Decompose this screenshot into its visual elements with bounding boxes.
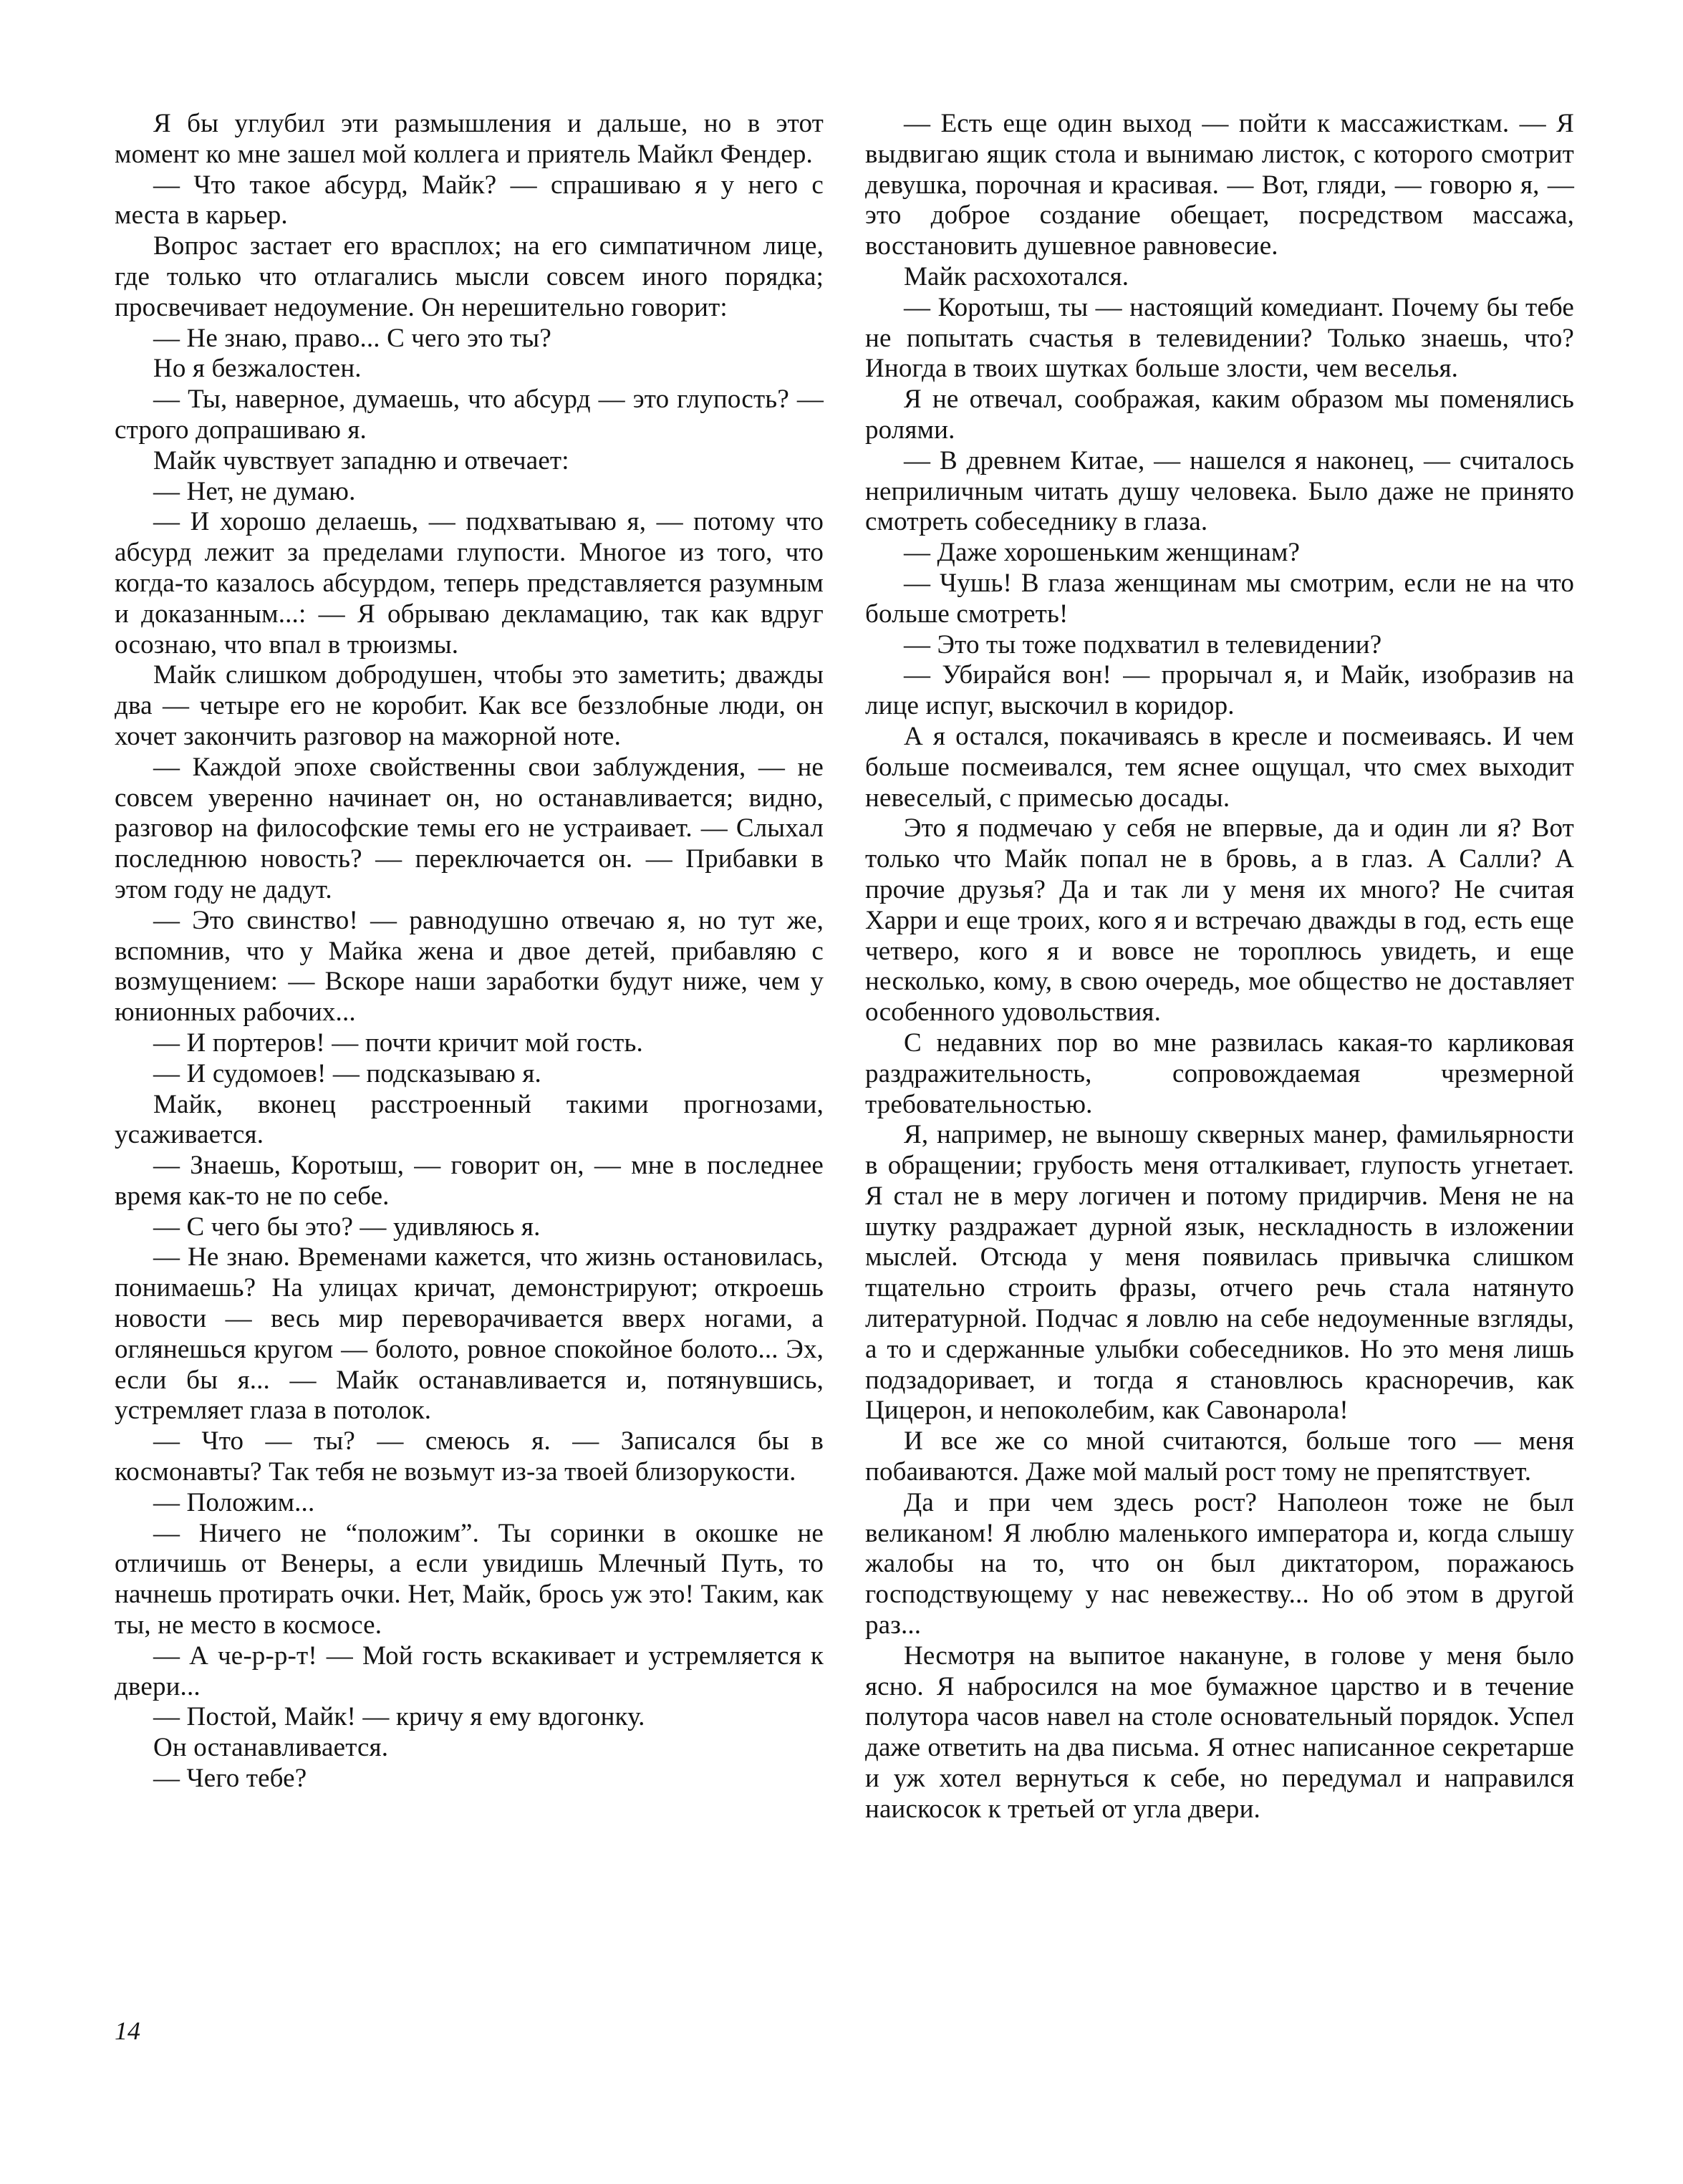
paragraph: Это я подмечаю у себя не впервые, да и один ли я? Вот только что Майк попал не в бровь, а в глаз. А Салли? А прочие друзья? Да и так ли у меня их много? Не считая Харри и еще троих, кого я и встречаю дважды в год, есть еще четверо, кого я и вовсе не тороплюсь увидеть, и еще несколько, кому, в свою очередь, мое общество не доставляет особенного удовольствия. [865,813,1574,1028]
paragraph: Да и при чем здесь рост? Наполеон тоже не был великаном! Я люблю маленького императора и, когда слышу жалобы на то, что он был диктатором, поражаюсь господствующему у нас невежеству... Но об этом в другой раз... [865,1487,1574,1641]
paragraph: — Это ты тоже подхватил в телевидении? [904,629,1382,659]
paragraph: Майк слишком добродушен, чтобы это заметить; дважды два — четыре его не коробит. Как все беззлобные люди, он хочет закончить разговор на мажорной ноте. [115,660,824,751]
paragraph: — Ничего не “положим”. Ты соринки в окошке не отличишь от Венеры, а если увидишь Млечный Путь, то начнешь протирать очки. Нет, Майк, брось уж это! Таким, как ты, не место в космосе. [115,1518,824,1641]
left-column [115,109,824,1794]
paragraph: Майк расхохотался. [904,261,1129,291]
paragraph: — Чушь! В глаза женщинам мы смотрим, если не на что больше смотреть! [865,568,1574,629]
paragraph: И все же со мной считаются, больше того — меня побаиваются. Даже мой малый рост тому не препятствует. [865,1426,1574,1487]
paragraph: — Даже хорошеньким женщинам? [904,538,1301,568]
paragraph: — Не знаю, право... С чего это ты? [153,323,551,353]
paragraph: — Что такое абсурд, Майк? — спрашиваю я у него с места в карьер. [115,170,824,231]
paragraph: Несмотря на выпитое накануне, в голове у меня было ясно. Я набросился на мое бумажное царство и в течение полутора часов навел на столе основательный порядок. Успел даже ответить на два письма. Я отнес написанное секретарше и уж хотел вернуться к себе, но передумал и направился наискосок к третьей от угла двери. [865,1641,1574,1824]
paragraph: С недавних пор во мне развилась какая-то карликовая раздражительность, сопровождаемая чрезмерной требовательностью. [865,1028,1574,1119]
paragraph: Майк, вконец расстроенный такими прогнозами, усаживается. [115,1089,824,1150]
paragraph: — И хорошо делаешь, — подхватываю я, — потому что абсурд лежит за пределами глупости. Многое из того, что когда-то казалось абсурдом, теперь представляется разумным и доказанным...: — Я обрываю декламацию, так как вдруг осознаю, что впал в трюизмы. [115,507,824,659]
paragraph: Но я безжалостен. [153,354,362,384]
paragraph: Я бы углубил эти размышления и дальше, но в этот момент ко мне зашел мой коллега и приятель Майкл Фендер. [115,109,824,169]
paragraph: Он останавливается. [153,1733,389,1763]
paragraph: — Чего тебе? [153,1764,307,1794]
paragraph: — Постой, Майк! — кричу я ему вдогонку. [153,1702,645,1732]
paragraph: — И судомоев! — подсказываю я. [153,1058,541,1088]
paragraph: — Коротыш, ты — настоящий комедиант. Почему бы тебе не попытать счастья в телевидении? Только знаешь, что? Иногда в твоих шутках больше злости, чем веселья. [865,292,1574,384]
paragraph: — Каждой эпохе свойственны свои заблуждения, — не совсем уверенно начинает он, но останавливается; видно, разговор на философские темы его не устраивает. — Слыхал последнюю новость? — переключается он. — Прибавки в этом году не дадут. [115,752,824,904]
right-column [865,109,1574,1825]
paragraph: — Что — ты? — смеюсь я. — Записался бы в космонавты? Так тебя не возьмут из-за твоей близорукости. [115,1426,824,1487]
paragraph: — Положим... [153,1487,315,1517]
page-number: 14 [115,2016,140,2045]
paragraph: — Это свинство! — равнодушно отвечаю я, но тут же, вспомнив, что у Майка жена и двое детей, прибавляю с возмущением: — Вскоре наши заработки будут ниже, чем у юнионных рабочих... [115,905,824,1028]
paragraph: — Знаешь, Коротыш, — говорит он, — мне в последнее время как-то не по себе. [115,1151,824,1211]
paragraph: — В древнем Китае, — нашелся я наконец, — считалось неприличным читать душу человека. Было даже не принято смотреть собеседнику в глаза. [865,445,1574,537]
paragraph: — Есть еще один выход — пойти к массажисткам. — Я выдвигаю ящик стола и вынимаю листок, с которого смотрит девушка, порочная и красивая. — Вот, гляди, — говорю я, — это доброе создание обещает, посредством массажа, восстановить душевное равновесие. [865,109,1574,261]
paragraph: А я остался, покачиваясь в кресле и посмеиваясь. И чем больше посмеивался, тем яснее ощущал, что смех выходит невеселый, с примесью досады. [865,721,1574,813]
paragraph: Вопрос застает его врасплох; на его симпатичном лице, где только что отлагались мысли совсем иного порядка; просвечивает недоумение. Он нерешительно говорит: [115,231,824,322]
paragraph: — Не знаю. Временами кажется, что жизнь остановилась, понимаешь? На улицах кричат, демонстрируют; откроешь новости — весь мир переворачивается вверх ногами, а оглянешься кругом — болото, ровное спокойное болото... Эх, если бы я... — Майк останавливается и, потянувшись, устремляет глаза в потолок. [115,1242,824,1426]
paragraph: — Ты, наверное, думаешь, что абсурд — это глупость? — строго допрашиваю я. [115,385,824,445]
paragraph: Я не отвечал, соображая, каким образом мы поменялись ролями. [865,385,1574,445]
paragraph: — С чего бы это? — удивляюсь я. [153,1212,541,1242]
paragraph: — Убирайся вон! — прорычал я, и Майк, изобразив на лице испуг, выскочил в коридор. [865,660,1574,721]
paragraph: Майк чувствует западню и отвечает: [153,445,569,475]
paragraph: — И портеров! — почти кричит мой гость. [153,1028,643,1058]
paragraph: — Нет, не думаю. [153,476,356,506]
paragraph: — А че-р-р-т! — Мой гость вскакивает и устремляется к двери... [115,1641,824,1701]
paragraph: Я, например, не выношу скверных манер, фамильярности в обращении; грубость меня отталкивает, глупость угнетает. Я стал не в меру логичен и потому придирчив. Меня не на шутку раздражает дурной язык, нескладность в изложении мыслей. Отсюда у меня появилась привычка слишком тщательно строить фразы, отчего речь стала натянуто литературной. Подчас я ловлю на себе недоуменные взгляды, а то и сдержанные улыбки собеседников. Но это меня лишь подзадоривает, и тогда я становлюсь красноречив, как Цицерон, и непоколебим, как Савонарола! [865,1120,1574,1426]
